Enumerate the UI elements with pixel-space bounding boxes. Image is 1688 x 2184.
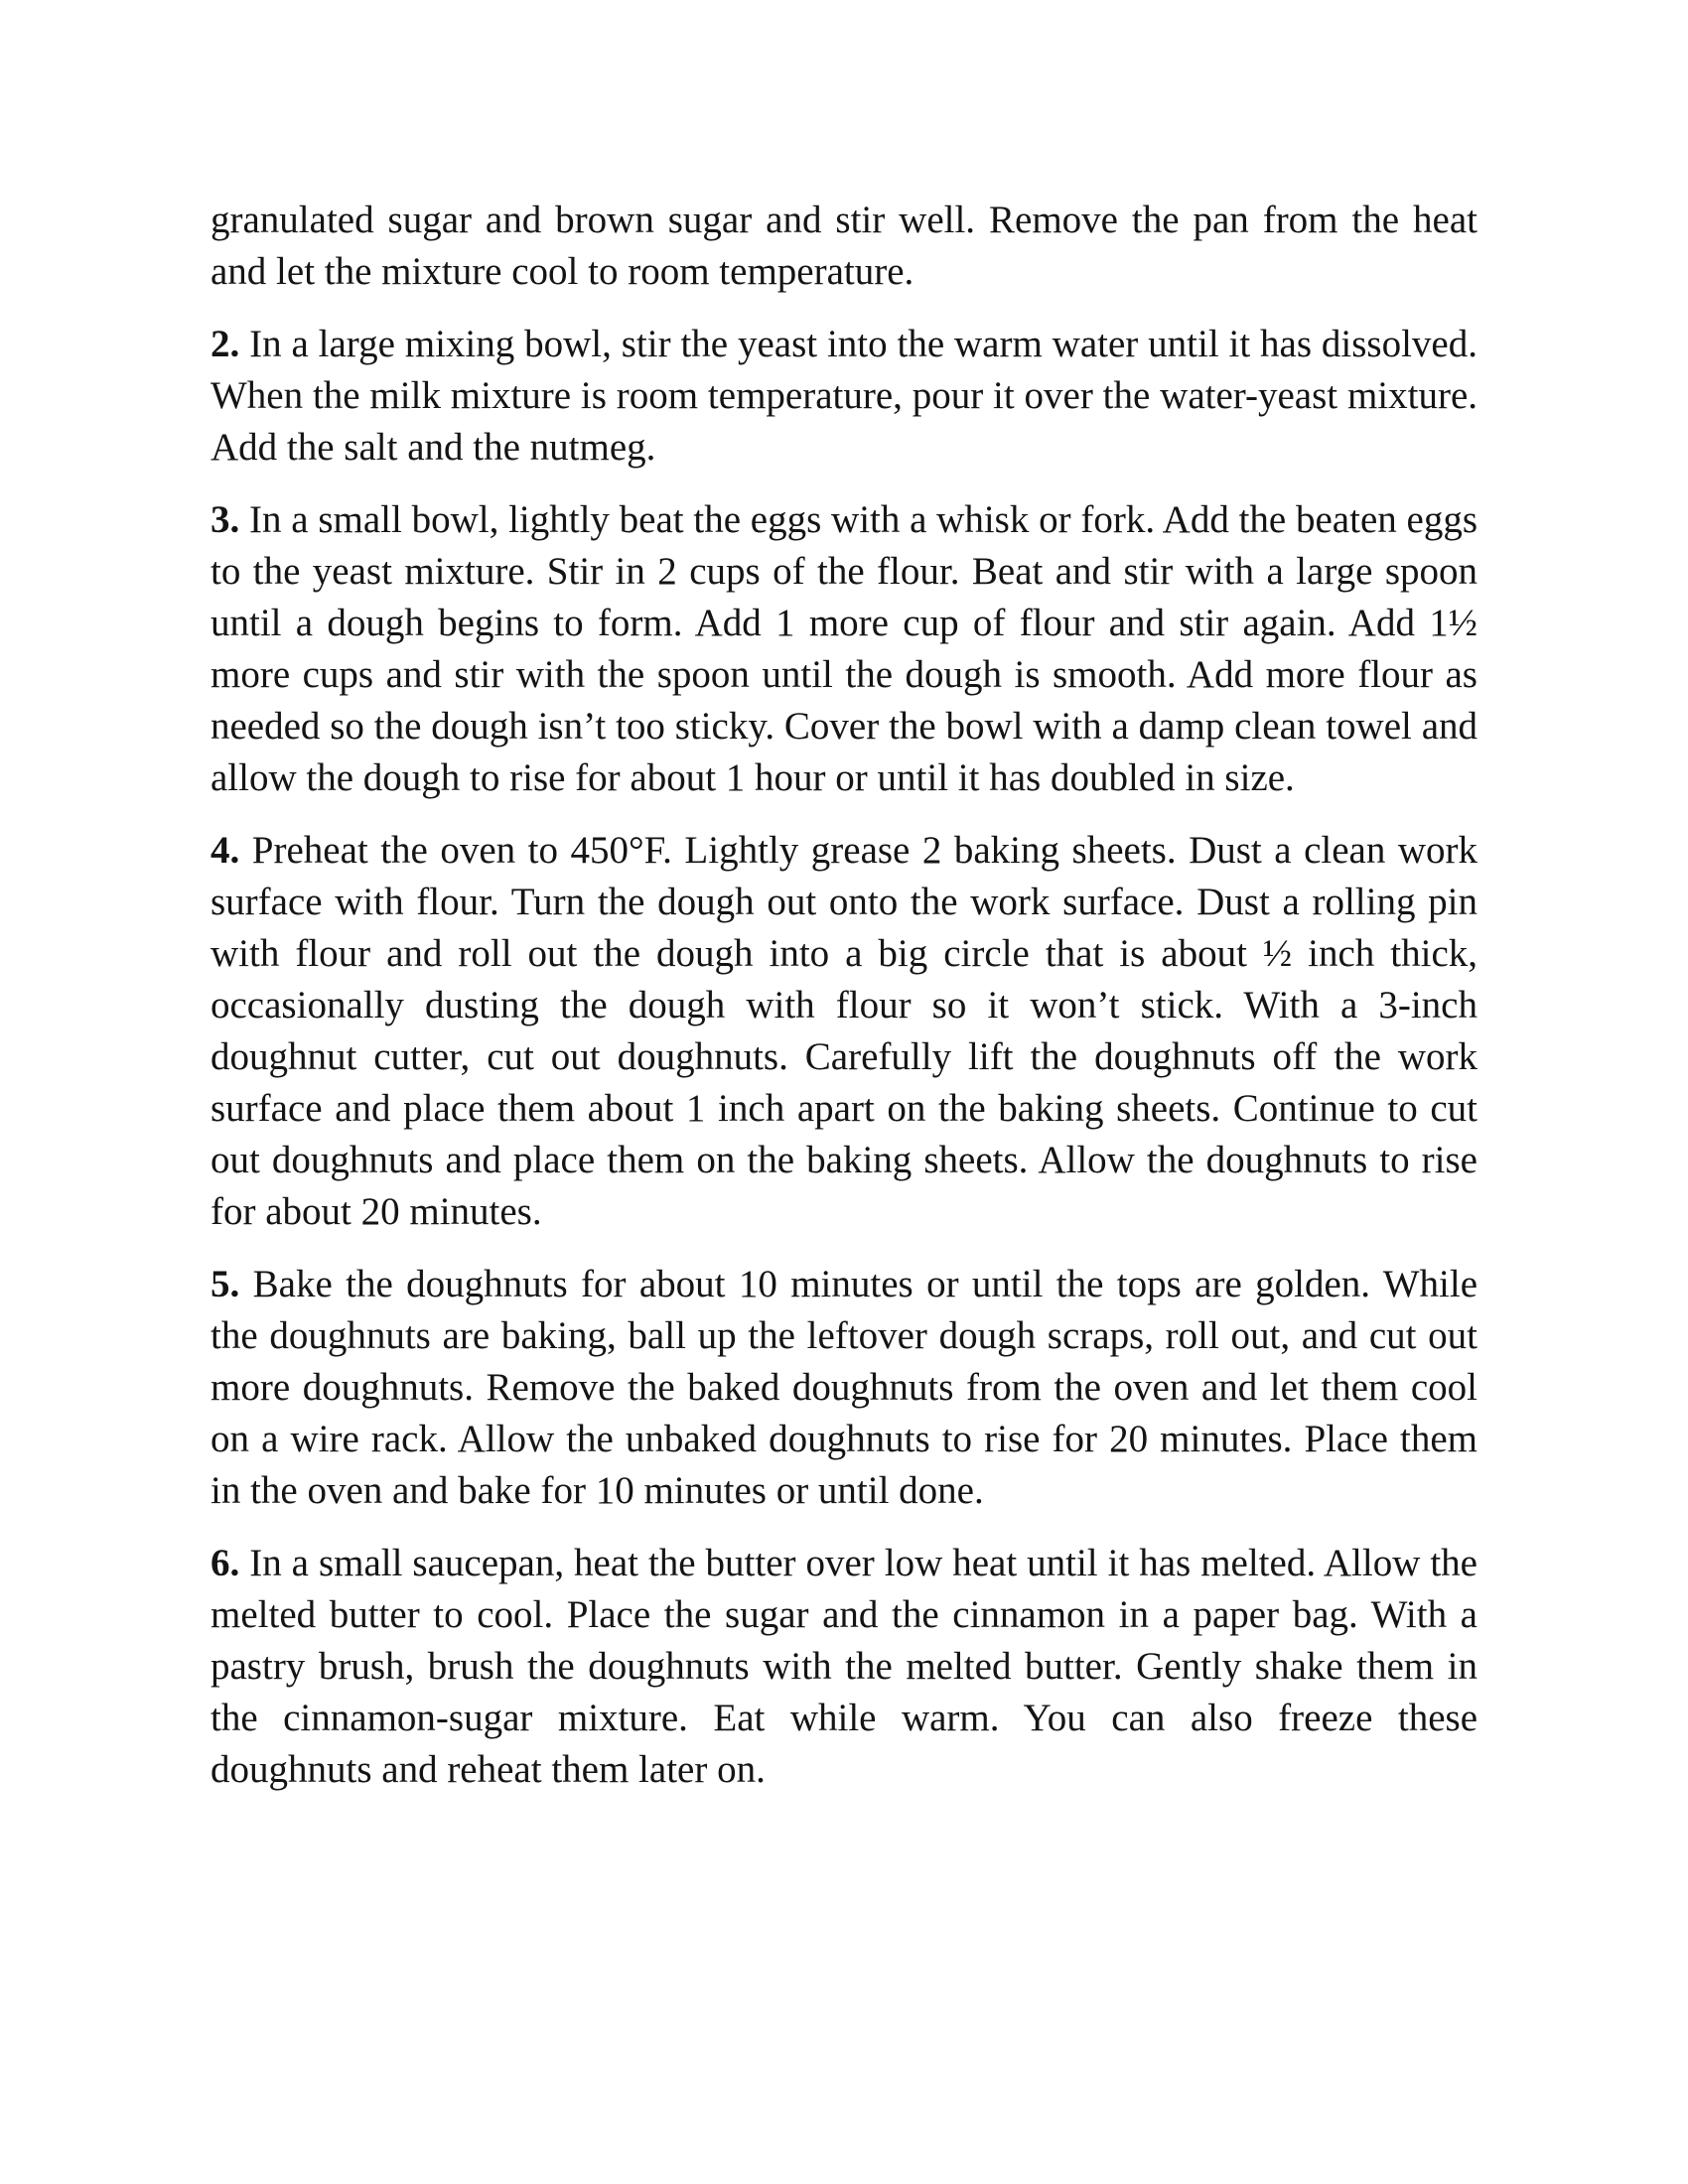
step-number: 3. [211,498,240,541]
step-number: 2. [211,323,240,365]
step-number: 6. [211,1542,240,1584]
paragraph-text: In a large mixing bowl, stir the yeast into the warm water until it has dissolved. When the milk mixture is room temperature, pour it over the water-yeast mixture. Add the salt and the nutmeg. [211,323,1477,469]
paragraph-step-1-continued [211,195,1477,298]
paragraph-text: Preheat the oven to 450°F. Lightly grease 2 baking sheets. Dust a clean work surface with flour. Turn the dough out onto the work surface. Dust a rolling pin with flour and roll out the dough into a big circle that is about ½ inch thick, occasionally dusting the dough with flour so it won’t stick. With a 3-inch doughnut cutter, cut out doughnuts. Carefully lift the doughnuts off the work surface and place them about 1 inch apart on the baking sheets. Continue to cut out doughnuts and place them on the baking sheets. Allow the doughnuts to rise for about 20 minutes. [211,829,1478,1233]
paragraph-step-3 [211,494,1477,804]
paragraph-step-2 [211,319,1477,474]
paragraph-text: In a small saucepan, heat the butter over low heat until it has melted. Allow the melted butter to cool. Place the sugar and the cinnamon in a paper bag. With a pastry brush, brush the doughnuts with the melted butter. Gently shake them in the cinnamon-sugar mixture. Eat while warm. You can also freeze these doughnuts and reheat them later on. [211,1542,1477,1791]
paragraph-step-6 [211,1538,1477,1796]
paragraph-text: In a small bowl, lightly beat the eggs with a whisk or fork. Add the beaten eggs to the yeast mixture. Stir in 2 cups of the flour. Beat and stir with a large spoon until a dough begins to form. Add 1 more cup of flour and stir again. Add 1½ more cups and stir with the spoon until the dough is smooth. Add more flour as needed so the dough isn’t too sticky. Cover the bowl with a damp clean towel and allow the dough to rise for about 1 hour or until it has doubled in size. [211,498,1478,799]
paragraph-text: granulated sugar and brown sugar and stir well. Remove the pan from the heat and let the mixture cool to room temperature. [211,199,1477,293]
step-number: 5. [211,1263,240,1305]
paragraph-text: Bake the doughnuts for about 10 minutes or until the tops are golden. While the doughnuts are baking, ball up the leftover dough scraps, roll out, and cut out more doughnuts. Remove the baked doughnuts from the oven and let them cool on a wire rack. Allow the unbaked doughnuts to rise for 20 minutes. Place them in the oven and bake for 10 minutes or until done. [211,1263,1478,1512]
step-number: 4. [211,829,240,872]
document-page [211,195,1477,1817]
paragraph-step-4 [211,825,1477,1238]
paragraph-step-5 [211,1259,1477,1517]
